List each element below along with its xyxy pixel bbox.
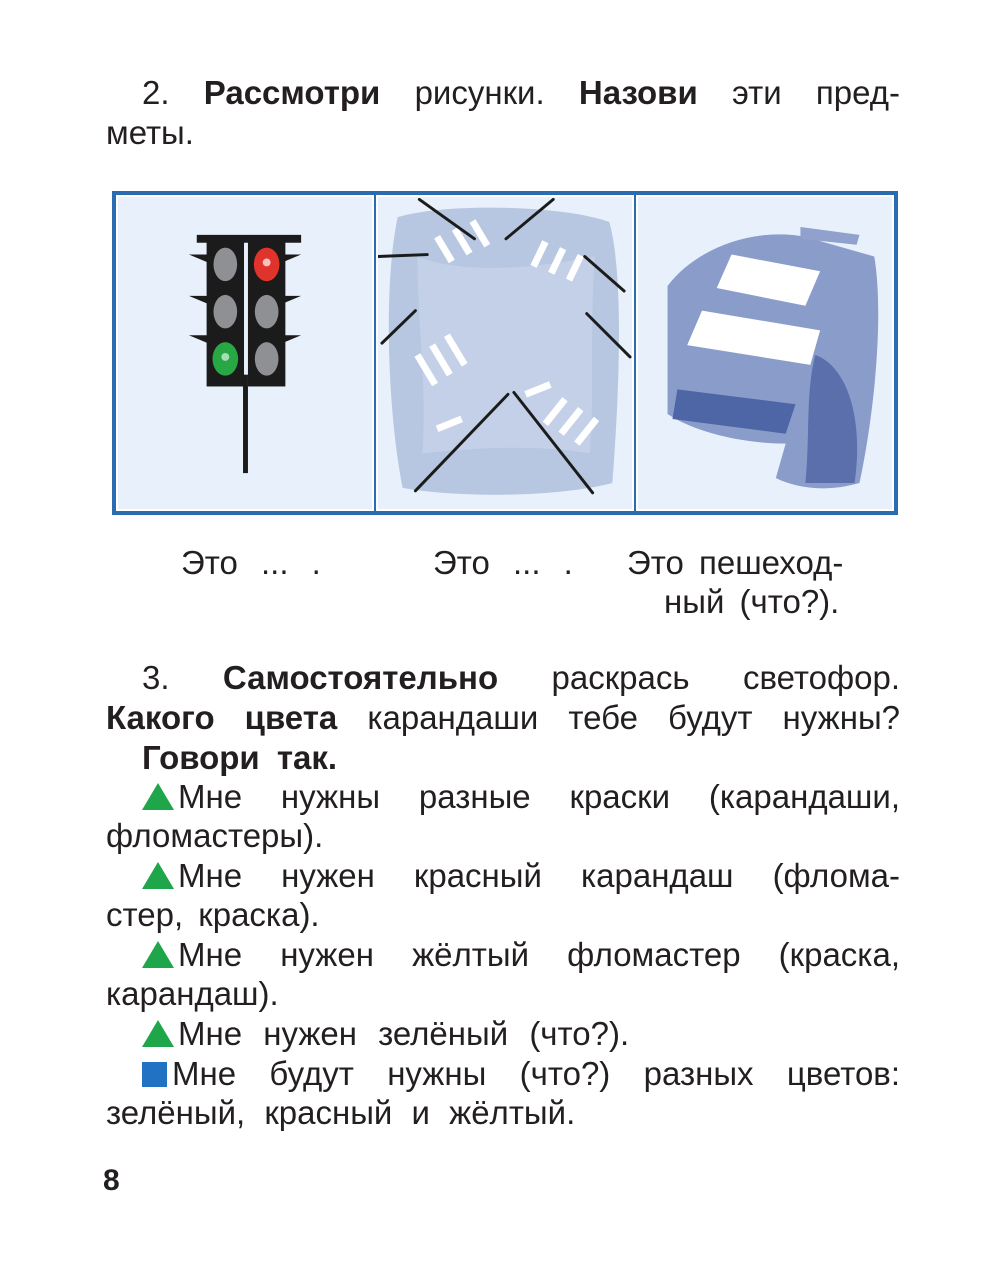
answer-5-line1: Мне будут нужны (что?) разных цветов: — [142, 1054, 900, 1094]
task2-text2: эти пред- — [732, 74, 900, 111]
page-number: 8 — [103, 1164, 120, 1197]
crossroads-icon — [378, 197, 632, 509]
picture-panel-3 — [636, 195, 894, 511]
triangle-icon — [142, 862, 174, 889]
task2-line2: меты. — [106, 114, 194, 151]
picture-panel-2 — [376, 195, 634, 511]
task3-text1: раскрась светофор. — [551, 659, 900, 696]
task3-bold1: Самостоятельно — [222, 659, 499, 696]
task2-line1 — [142, 73, 900, 113]
answer-2-line1: Мне нужен красный карандаш (флома- — [142, 856, 900, 896]
traffic-light-icon — [118, 197, 372, 509]
task3-bold2: Какого цвета — [106, 699, 338, 736]
caption-1: Это ... . — [181, 544, 321, 581]
answer-3-line1: Мне нужен жёлтый фломастер (краска, — [142, 935, 900, 975]
answer-1-line1: Мне нужны разные краски (карандаши, — [142, 777, 900, 817]
answer-1-line2: фломастеры). — [106, 817, 324, 854]
task2-verb2: Назови — [578, 74, 698, 111]
task2-text1: рисунки. — [414, 74, 545, 111]
task3-text2: карандаши тебе будут нужны? — [367, 699, 901, 736]
triangle-icon — [142, 941, 174, 968]
answer-4-line1: Мне нужен зелёный (что?). — [142, 1014, 629, 1054]
caption-3-line1: Это пешеход- — [627, 544, 844, 581]
square-icon — [142, 1062, 167, 1087]
answer-2-line2: стер, краска). — [106, 896, 320, 933]
triangle-icon — [142, 1020, 174, 1047]
caption-3-line2: ный (что?). — [664, 583, 840, 620]
task3-line1 — [142, 658, 900, 698]
answer-5-line2: зелёный, красный и жёлтый. — [106, 1094, 576, 1131]
task2-number: 2. — [142, 74, 170, 111]
picture-panel-1 — [116, 195, 374, 511]
triangle-icon — [142, 783, 174, 810]
answer-3-line2: карандаш). — [106, 975, 279, 1012]
caption-2: Это ... . — [433, 544, 573, 581]
say-so-heading: Говори так. — [142, 739, 338, 776]
picture-strip — [112, 191, 898, 515]
pedestrian-crossing-icon — [638, 197, 892, 509]
task3-number: 3. — [142, 659, 170, 696]
task2-verb1: Рассмотри — [203, 74, 381, 111]
task3-line2 — [106, 698, 900, 738]
